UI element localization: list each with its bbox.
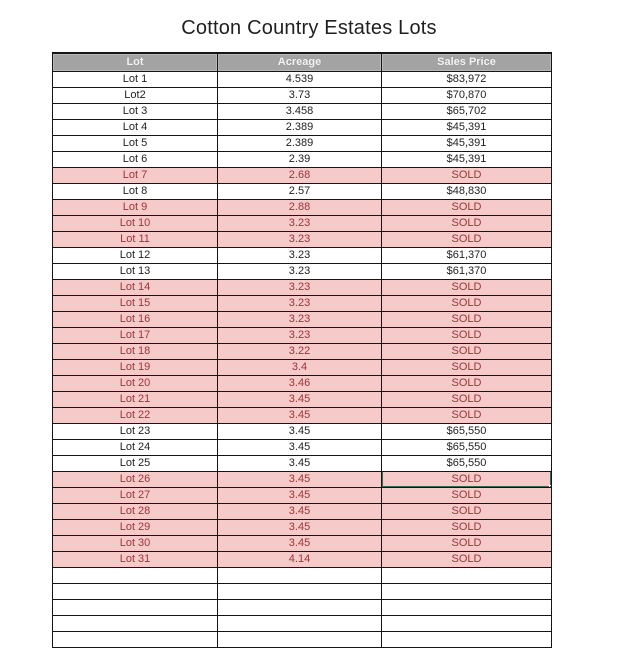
empty-row: [53, 632, 551, 648]
table-row: [53, 360, 551, 376]
table-row: [53, 184, 551, 200]
price-cell[interactable]: SOLD: [382, 408, 551, 424]
table-row: [53, 232, 551, 248]
table-row: [53, 408, 551, 424]
acreage-cell[interactable]: 3.45: [218, 520, 382, 536]
header-sales-price[interactable]: Sales Price: [382, 54, 551, 72]
price-cell[interactable]: SOLD: [382, 392, 551, 408]
table-row: [53, 376, 551, 392]
acreage-cell[interactable]: 3.458: [218, 104, 382, 120]
acreage-cell[interactable]: 3.45: [218, 536, 382, 552]
empty-price-cell[interactable]: [382, 632, 551, 648]
lot-cell[interactable]: Lot 13: [53, 264, 218, 280]
acreage-cell[interactable]: 3.45: [218, 456, 382, 472]
lot-cell[interactable]: Lot 1: [53, 72, 218, 88]
price-cell[interactable]: SOLD: [382, 280, 551, 296]
table-row: [53, 504, 551, 520]
lot-cell[interactable]: Lot 26: [53, 472, 218, 488]
price-cell[interactable]: $45,391: [382, 136, 551, 152]
lot-cell[interactable]: Lot 14: [53, 280, 218, 296]
acreage-cell[interactable]: 3.46: [218, 376, 382, 392]
empty-price-cell[interactable]: [382, 568, 551, 584]
price-cell[interactable]: SOLD: [382, 200, 551, 216]
acreage-cell[interactable]: 3.45: [218, 392, 382, 408]
empty-lot-cell[interactable]: [53, 616, 218, 632]
table-row: [53, 472, 551, 488]
lot-cell[interactable]: Lot 8: [53, 184, 218, 200]
acreage-cell[interactable]: 4.539: [218, 72, 382, 88]
table-row: [53, 104, 551, 120]
lot-cell[interactable]: Lot 16: [53, 312, 218, 328]
acreage-cell[interactable]: 2.57: [218, 184, 382, 200]
lot-cell[interactable]: Lot 23: [53, 424, 218, 440]
acreage-cell[interactable]: 3.23: [218, 280, 382, 296]
lot-cell[interactable]: Lot 28: [53, 504, 218, 520]
page-title: Cotton Country Estates Lots: [181, 17, 437, 39]
empty-lot-cell[interactable]: [53, 632, 218, 648]
table-row: [53, 488, 551, 504]
acreage-cell[interactable]: 4.14: [218, 552, 382, 568]
empty-acreage-cell[interactable]: [218, 632, 382, 648]
empty-price-cell[interactable]: [382, 616, 551, 632]
price-cell[interactable]: SOLD: [382, 296, 551, 312]
empty-row: [53, 584, 551, 600]
price-cell[interactable]: $61,370: [382, 248, 551, 264]
empty-lot-cell[interactable]: [53, 584, 218, 600]
empty-acreage-cell[interactable]: [218, 616, 382, 632]
acreage-cell[interactable]: 3.45: [218, 424, 382, 440]
price-cell[interactable]: SOLD: [382, 216, 551, 232]
lot-cell[interactable]: Lot 18: [53, 344, 218, 360]
price-cell[interactable]: SOLD: [382, 328, 551, 344]
table-row: [53, 520, 551, 536]
acreage-cell[interactable]: 3.4: [218, 360, 382, 376]
lot-cell[interactable]: Lot 15: [53, 296, 218, 312]
table-row: [53, 552, 551, 568]
table-row: [53, 136, 551, 152]
acreage-cell[interactable]: 3.23: [218, 248, 382, 264]
acreage-cell[interactable]: 2.39: [218, 152, 382, 168]
empty-row: [53, 600, 551, 616]
price-cell[interactable]: SOLD: [382, 520, 551, 536]
acreage-cell[interactable]: 3.23: [218, 328, 382, 344]
lot-cell[interactable]: Lot 7: [53, 168, 218, 184]
acreage-cell[interactable]: 3.23: [218, 216, 382, 232]
table-row: [53, 456, 551, 472]
price-cell[interactable]: $45,391: [382, 152, 551, 168]
acreage-cell[interactable]: 2.389: [218, 120, 382, 136]
table-row: [53, 312, 551, 328]
lots-table: [52, 52, 552, 648]
price-cell[interactable]: $45,391: [382, 120, 551, 136]
table-body: [53, 72, 551, 648]
lot-cell[interactable]: Lot 4: [53, 120, 218, 136]
price-cell[interactable]: SOLD: [382, 344, 551, 360]
empty-acreage-cell[interactable]: [218, 584, 382, 600]
lot-cell[interactable]: Lot 31: [53, 552, 218, 568]
empty-price-cell[interactable]: [382, 600, 551, 616]
acreage-cell[interactable]: 3.45: [218, 408, 382, 424]
lot-cell[interactable]: Lot 6: [53, 152, 218, 168]
price-cell[interactable]: $70,870: [382, 88, 551, 104]
lot-cell[interactable]: Lot 9: [53, 200, 218, 216]
acreage-cell[interactable]: 3.45: [218, 488, 382, 504]
lot-cell[interactable]: Lot 22: [53, 408, 218, 424]
price-cell[interactable]: SOLD: [382, 168, 551, 184]
acreage-cell[interactable]: 2.68: [218, 168, 382, 184]
empty-row: [53, 616, 551, 632]
table-row: [53, 168, 551, 184]
price-cell[interactable]: SOLD: [382, 232, 551, 248]
empty-row: [53, 568, 551, 584]
price-cell[interactable]: $48,830: [382, 184, 551, 200]
acreage-cell[interactable]: 3.23: [218, 264, 382, 280]
table-row: [53, 120, 551, 136]
header-acreage[interactable]: Acreage: [218, 54, 382, 72]
table-row: [53, 344, 551, 360]
table-row: [53, 88, 551, 104]
lot-cell[interactable]: Lot 10: [53, 216, 218, 232]
table-row: [53, 296, 551, 312]
lot-cell[interactable]: Lot 25: [53, 456, 218, 472]
acreage-cell[interactable]: 3.23: [218, 312, 382, 328]
lot-cell[interactable]: Lot 19: [53, 360, 218, 376]
table-row: [53, 152, 551, 168]
lot-cell[interactable]: Lot 5: [53, 136, 218, 152]
selection-border: [382, 472, 551, 488]
header-lot[interactable]: Lot: [53, 54, 218, 72]
table-row: [53, 424, 551, 440]
table-row: [53, 200, 551, 216]
acreage-cell[interactable]: 2.389: [218, 136, 382, 152]
price-cell[interactable]: SOLD: [382, 504, 551, 520]
price-cell[interactable]: SOLD: [382, 552, 551, 568]
price-cell[interactable]: $65,550: [382, 440, 551, 456]
empty-price-cell[interactable]: [382, 584, 551, 600]
selected-cell[interactable]: SOLD: [382, 472, 551, 488]
table-row: [53, 264, 551, 280]
price-cell[interactable]: SOLD: [382, 536, 551, 552]
lot-cell[interactable]: Lot 11: [53, 232, 218, 248]
table-row: [53, 440, 551, 456]
price-cell[interactable]: $83,972: [382, 72, 551, 88]
empty-acreage-cell[interactable]: [218, 600, 382, 616]
table-row: [53, 536, 551, 552]
table-row: [53, 72, 551, 88]
acreage-cell[interactable]: 3.73: [218, 88, 382, 104]
acreage-cell[interactable]: 3.45: [218, 472, 382, 488]
price-cell[interactable]: SOLD: [382, 312, 551, 328]
price-cell[interactable]: SOLD: [382, 360, 551, 376]
price-cell[interactable]: SOLD: [382, 376, 551, 392]
lot-cell[interactable]: Lot 30: [53, 536, 218, 552]
lot-cell[interactable]: Lot 17: [53, 328, 218, 344]
acreage-cell[interactable]: 3.45: [218, 440, 382, 456]
acreage-cell[interactable]: 3.23: [218, 296, 382, 312]
lot-cell[interactable]: Lot 27: [53, 488, 218, 504]
empty-lot-cell[interactable]: [53, 568, 218, 584]
table-row: [53, 280, 551, 296]
lot-cell[interactable]: Lot2: [53, 88, 218, 104]
table-row: [53, 328, 551, 344]
lot-cell[interactable]: Lot 12: [53, 248, 218, 264]
lot-cell[interactable]: Lot 24: [53, 440, 218, 456]
acreage-cell[interactable]: 2.88: [218, 200, 382, 216]
lot-cell[interactable]: Lot 3: [53, 104, 218, 120]
price-cell[interactable]: SOLD: [382, 488, 551, 504]
acreage-cell[interactable]: 3.23: [218, 232, 382, 248]
price-cell[interactable]: $65,550: [382, 424, 551, 440]
price-cell[interactable]: $65,550: [382, 456, 551, 472]
table-row: [53, 216, 551, 232]
lot-cell[interactable]: Lot 20: [53, 376, 218, 392]
table-row: [53, 248, 551, 264]
price-cell[interactable]: $61,370: [382, 264, 551, 280]
acreage-cell[interactable]: 3.45: [218, 504, 382, 520]
acreage-cell[interactable]: 3.22: [218, 344, 382, 360]
price-cell[interactable]: $65,702: [382, 104, 551, 120]
table-header-row: [53, 54, 551, 72]
lot-cell[interactable]: Lot 21: [53, 392, 218, 408]
table-row: [53, 392, 551, 408]
lot-cell[interactable]: Lot 29: [53, 520, 218, 536]
empty-acreage-cell[interactable]: [218, 568, 382, 584]
empty-lot-cell[interactable]: [53, 600, 218, 616]
